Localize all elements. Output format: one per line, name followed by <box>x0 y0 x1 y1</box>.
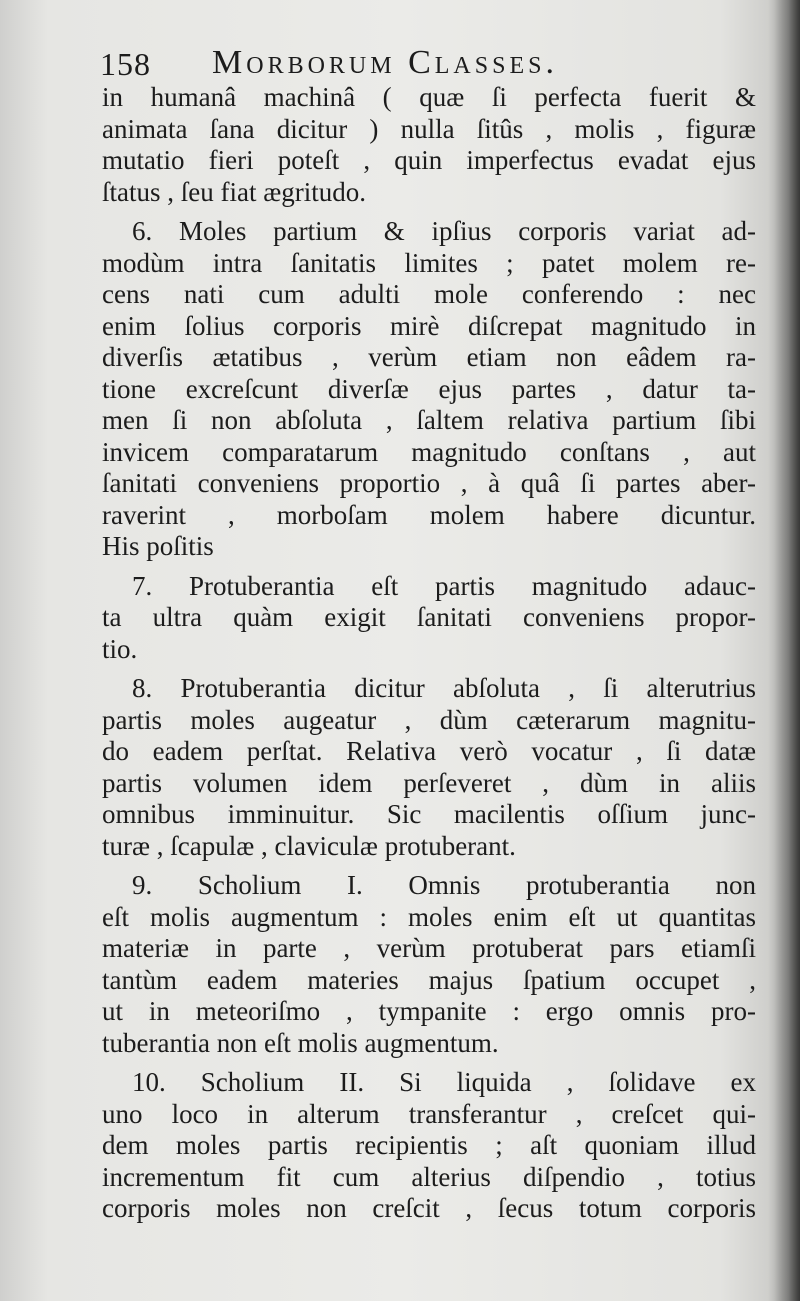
text-line: turæ , ſcapulæ , claviculæ protuberant. <box>102 830 516 861</box>
text-line: eſt molis augmentum : moles enim eſt ut quantitas <box>102 901 756 932</box>
page-number: 158 <box>100 46 151 82</box>
text-line: tantùm eadem materies majus ſpatium occupet , <box>102 964 756 995</box>
text-line: men ſi non abſoluta , ſaltem relativa partium ſibi <box>102 405 756 435</box>
text-line: mutatio fieri poteſt , quin imperfectus evadat ejus <box>102 145 756 175</box>
text-line: tio. <box>102 633 138 664</box>
text-line: incrementum fit cum alterius diſpendio , totius <box>102 1161 756 1192</box>
text-line: diverſis ætatibus , verùm etiam non eâdem ra- <box>102 342 756 372</box>
text-line: animata ſana dicitur ) nulla ſitûs , molis , figuræ <box>102 113 756 144</box>
text-line: ſtatus , ſeu fiat ægritudo. <box>102 176 366 207</box>
text-line: corporis moles non creſcit , ſecus totum corporis <box>102 1193 756 1223</box>
text-line: invicem comparatarum magnitudo conſtans , aut <box>102 436 756 467</box>
text-line: partis volumen idem perſeveret , dùm in aliis <box>102 767 756 798</box>
text-line: do eadem perſtat. Relativa verò vocatur , ſi datæ <box>102 736 756 766</box>
text-line: raverint , morboſam molem habere dicuntur. <box>102 499 756 530</box>
text-line: 9. Scholium I. Omnis protuberantia non <box>132 870 756 900</box>
text-line: 10. Scholium II. Si liquida , ſolidave ex <box>132 1067 756 1097</box>
text-line: ta ultra quàm exigit ſanitati conveniens propor- <box>102 602 756 632</box>
text-line: tuberantia non eſt molis augmentum. <box>102 1027 499 1058</box>
page-gutter-shadow <box>774 0 800 1301</box>
text-line: partis moles augeatur , dùm cæterarum magnitu- <box>102 704 756 735</box>
text-line: uno loco in alterum transferantur , creſcet qui- <box>102 1098 756 1129</box>
text-line: His poſitis <box>102 531 214 561</box>
running-head: Morborum Classes. <box>212 44 558 81</box>
text-line: tione excreſcunt diverſæ ejus partes , datur ta- <box>102 373 756 404</box>
text-line: modùm intra ſanitatis limites ; patet molem re- <box>102 247 756 278</box>
text-line: in humanâ machinâ ( quæ ſi perfecta fuerit & <box>102 82 756 112</box>
text-line: ut in meteoriſmo , tympanite : ergo omnis pro- <box>102 996 756 1026</box>
text-line: enim ſolius corporis mirè diſcrepat magnitudo in <box>102 310 756 341</box>
text-line: ſanitati conveniens proportio , à quâ ſi partes aber- <box>102 468 756 498</box>
text-line: 6. Moles partium & ipſius corporis variat ad- <box>132 216 756 246</box>
text-line: 8. Protuberantia dicitur abſoluta , ſi alterutrius <box>132 673 756 703</box>
text-line: omnibus imminuitur. Sic macilentis oſſium junc- <box>102 799 756 829</box>
text-line: 7. Protuberantia eſt partis magnitudo adauc- <box>132 570 756 601</box>
text-line: cens nati cum adulti mole conferendo : nec <box>102 279 756 309</box>
body-text <box>102 82 756 1225</box>
text-line: materiæ in parte , verùm protuberat pars etiamſi <box>102 933 756 963</box>
text-line: dem moles partis recipientis ; aſt quoniam illud <box>102 1130 756 1160</box>
